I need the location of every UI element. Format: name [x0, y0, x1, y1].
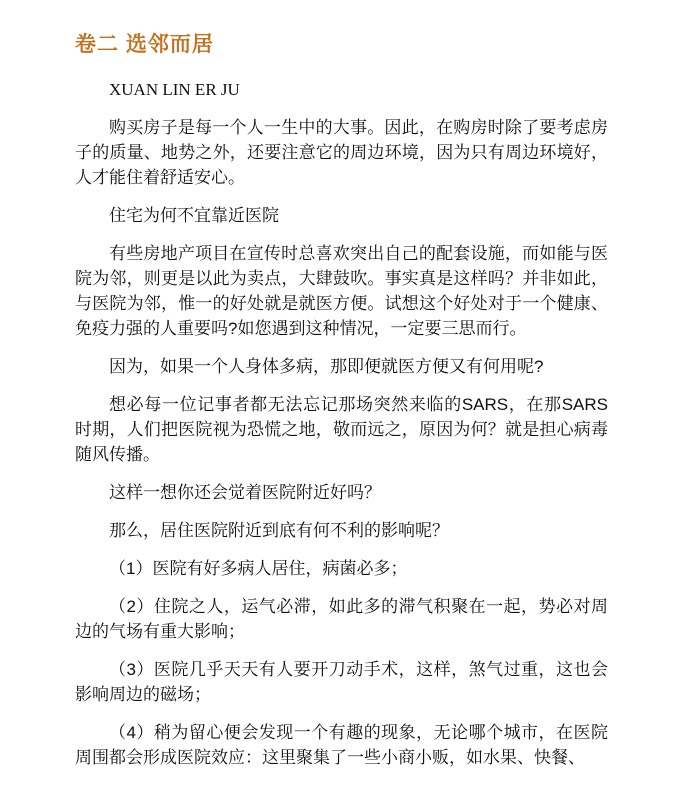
chapter-title: 卷二 选邻而居: [75, 33, 214, 56]
paragraph: 那么，居住医院附近到底有何不利的影响呢？: [109, 521, 449, 540]
chapter-body: [75, 115, 608, 770]
section-subheading: 住宅为何不宜靠近医院: [109, 206, 279, 225]
list-item-3: （3）医院几乎天天有人要开刀动手术，这样，煞气过重，这也会影响周边的磁场；: [75, 660, 608, 704]
paragraph: 有些房地产项目在宣传时总喜欢突出自己的配套设施，而如能与医院为邻，则更是以此为卖点，大肆鼓吹。事实真是这样吗？并非如此，与医院为邻，惟一的好处就是就医方便。试想这个好处对于一个健康、免疫力强的人重要吗?如您遇到这种情况，一定要三思而行。: [75, 244, 608, 338]
paragraph: 想必每一位记事者都无法忘记那场突然来临的SARS，在那SARS时期，人们把医院视为恐慌之地，敬而远之，原因为何？就是担心病毒随风传播。: [75, 395, 608, 464]
paragraph-intro: 购买房子是每一个人一生中的大事。因此，在购房时除了要考虑房子的质量、地势之外，还要注意它的周边环境，因为只有周边环境好，人才能住着舒适安心。: [75, 118, 608, 187]
pinyin-subtitle: XUAN LIN ER JU: [109, 80, 240, 99]
list-item-4: （4）稍为留心便会发现一个有趣的现象，无论哪个城市，在医院周围都会形成医院效应：这里聚集了一些小商小贩，如水果、快餐、: [75, 723, 608, 767]
paragraph: 这样一想你还会觉着医院附近好吗？: [109, 483, 381, 502]
list-item-1: （1）医院有好多病人居住，病菌必多；: [109, 559, 408, 578]
paragraph: 因为，如果一个人身体多病，那即便就医方便又有何用呢?: [109, 357, 544, 376]
list-item-2: （2）住院之人，运气必滞，如此多的滞气积聚在一起，势必对周边的气场有重大影响；: [75, 597, 608, 641]
